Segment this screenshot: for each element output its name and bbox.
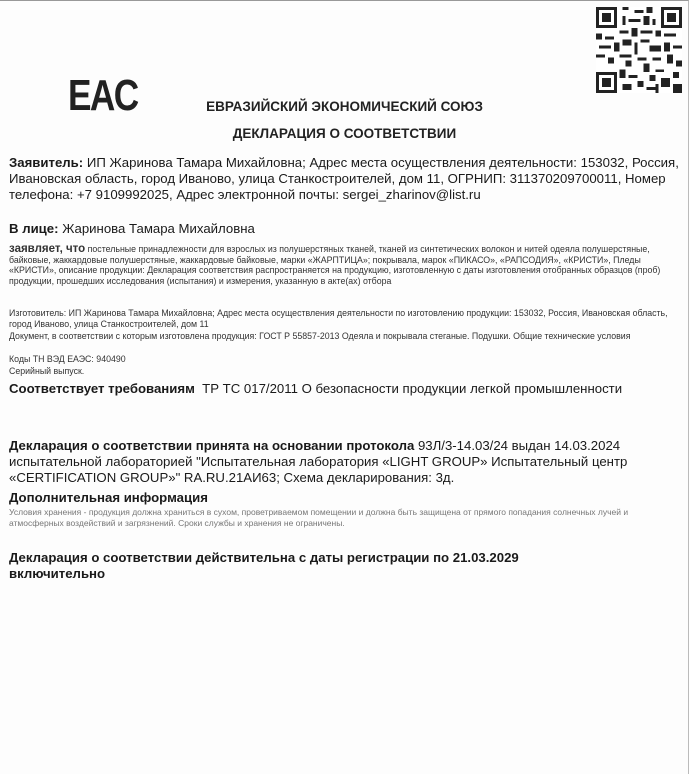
applicant-text: ИП Жаринова Тамара Михайловна; Адрес места осуществления деятельности: 153032, Россия, Ивановская область, город Иваново, улица Станкостроителей, дом 11, ОГРНИП: 311370209700011, Номер телефона: +7 9109992025, Адрес электронной почты: sergei_zharinov@list.ru <box>9 155 679 202</box>
additional-label: Дополнительная информация <box>9 490 208 505</box>
eac-logo: EAC <box>68 71 138 120</box>
union-heading: ЕВРАЗИЙСКИЙ ЭКОНОМИЧЕСКИЙ СОЮЗ <box>206 99 483 114</box>
hs-codes: Коды ТН ВЭД ЕАЭС: 940490 <box>9 354 126 364</box>
manufacturer-text: ИП Жаринова Тамара Михайловна; Адрес места осуществления деятельности по изготовлению продукции: 153032, Россия, Ивановская область, город Иваново, улица Станкостроителей, дом 11 <box>9 308 668 329</box>
additional-info-text: Условия хранения - продукция должна храниться в сухом, проветриваемом помещении и должна быть защищена от прямого попадания солнечных лучей и атмосферных воздействий и загрязнений. Сроки службы и хранения не ограничены. <box>9 507 629 528</box>
basis-block <box>9 438 679 486</box>
applicant-block <box>9 155 679 203</box>
declares-text: постельные принадлежности для взрослых из полушерстяных тканей, тканей из синтетических волокон и нитей одеяла полушерстяные, байковые, жаккардовые полушерстяные, жаккардовые байковые, марки «ЖАРПТИЦА»; покрывала, марок «ПИКАСО», «РАПСОДИЯ», «КРИСТИ», Пледы «КРИСТИ», описание продукции: Декларация соответствия распространяется на продукцию, изготовленную с даты изготовления отобранных образцов (проб) продукции, прошедших исследования (испытания) и измерения, указанную в акте(ах) отбора <box>9 244 661 286</box>
manufacturer-label: Изготовитель: <box>9 308 67 318</box>
person-label: В лице: <box>9 221 59 236</box>
validity-statement: Декларация о соответствии действительна с даты регистрации по 21.03.2029 включительно <box>9 550 519 581</box>
additional-info-heading <box>9 490 679 506</box>
requirements-text: ТР ТС 017/2011 О безопасности продукции легкой промышленности <box>202 381 623 396</box>
basis-label: Декларация о соответствии принята на основании протокола <box>9 438 415 453</box>
standard-document: Документ, в соответствии с которым изготовлена продукция: ГОСТ Р 55857-2013 Одеяла и покрывала стеганые. Подушки. Общие технические условия <box>9 331 631 341</box>
declares-block <box>9 244 679 286</box>
declares-label: заявляет, что <box>9 243 86 255</box>
requirements-label: Соответствует требованиям <box>9 381 195 396</box>
applicant-label: Заявитель: <box>9 155 84 170</box>
person-block <box>9 221 679 237</box>
declaration-title: ДЕКЛАРАЦИЯ О СООТВЕТСТВИИ <box>232 126 457 141</box>
qr-code-icon <box>596 7 682 93</box>
requirements-block <box>9 381 679 397</box>
person-text: Жаринова Тамара Михайловна <box>62 221 255 236</box>
manufacturer-block <box>9 308 679 329</box>
serial-release: Серийный выпуск. <box>9 366 85 376</box>
basis-text: 93Л/3-14.03/24 выдан 14.03.2024 испытательной лабораторией "Испытательная лаборатория «LIGHT GROUP» Испытательный центр «CERTIFICATION GROUP»" RA.RU.21АИ63; Схема декларирования: 3д. <box>9 438 628 485</box>
